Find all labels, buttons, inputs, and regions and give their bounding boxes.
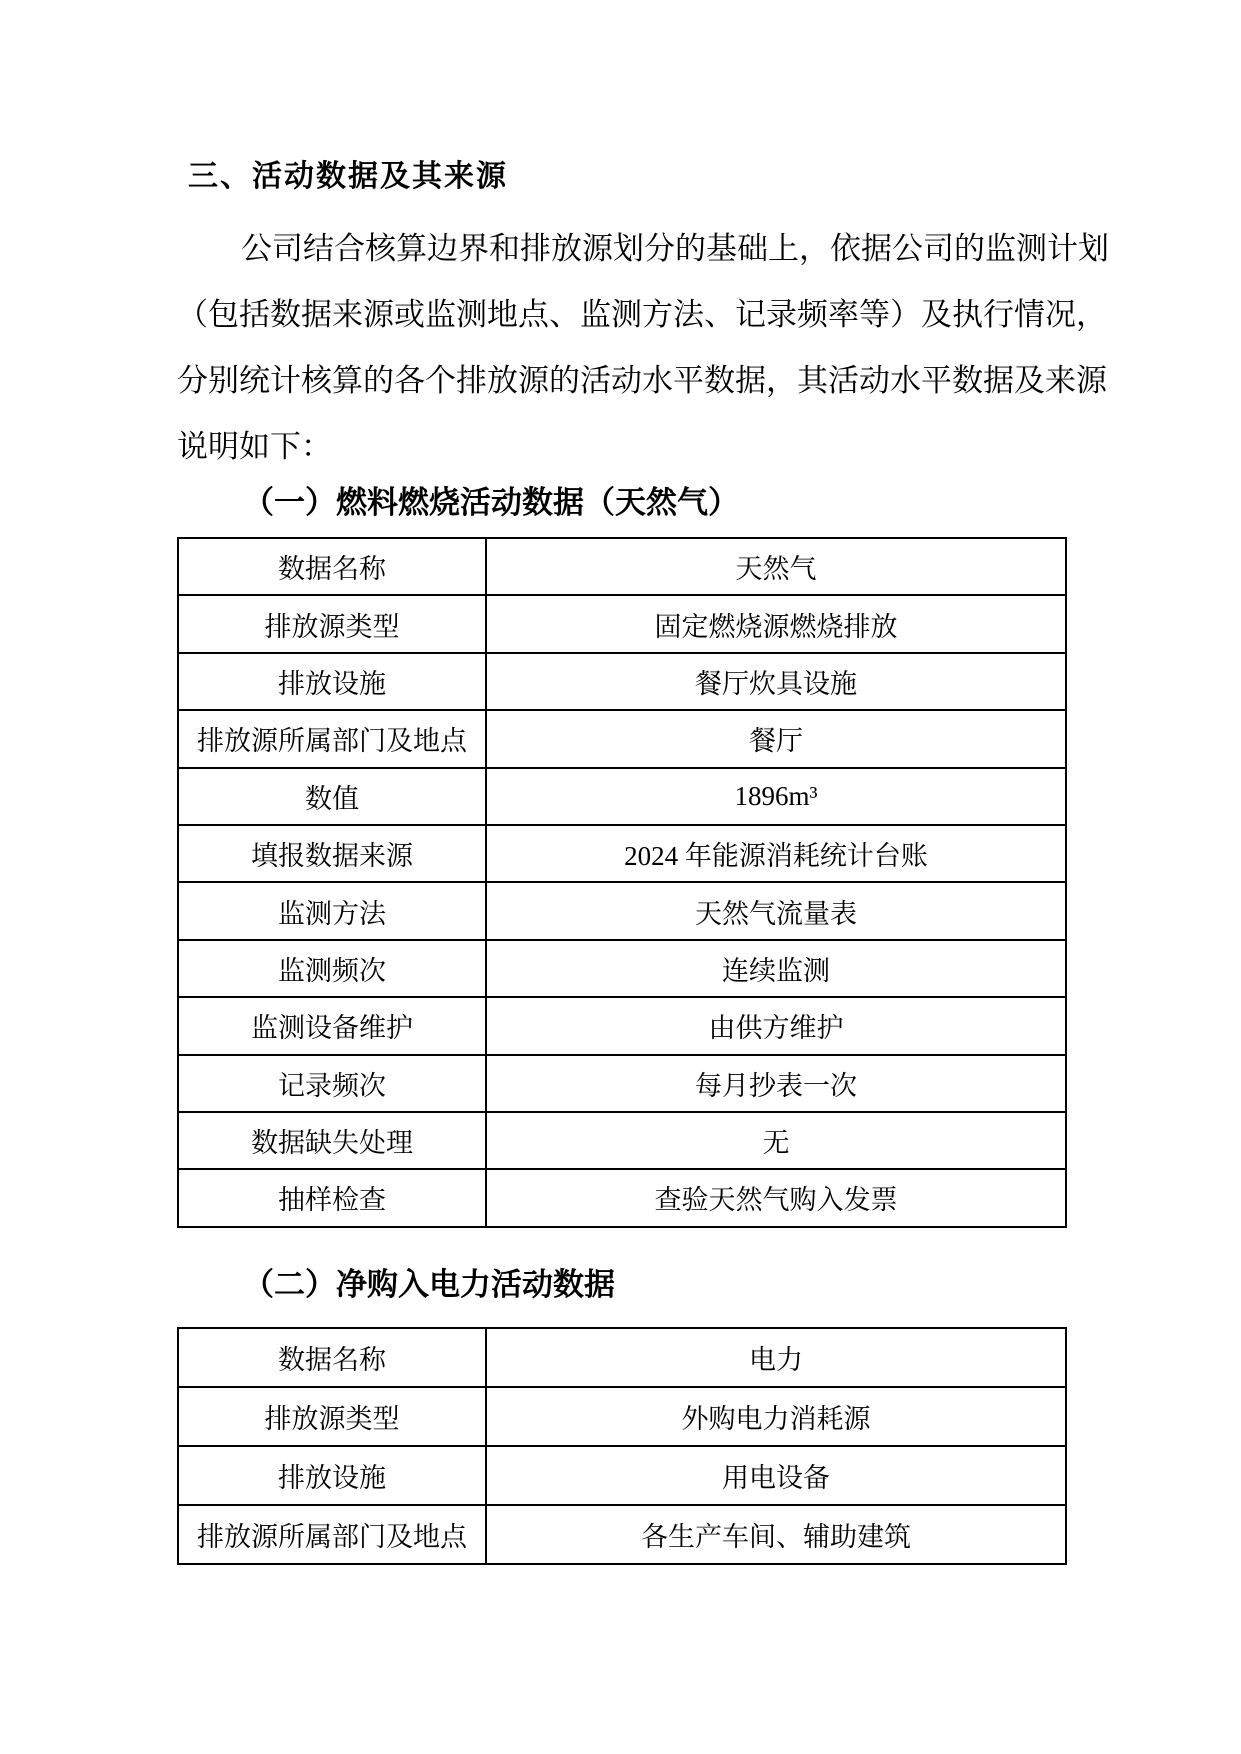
paragraph-line: （包括数据来源或监测地点、监测方法、记录频率等）及执行情况， bbox=[177, 297, 1107, 332]
intro-paragraph bbox=[177, 216, 1109, 480]
row-value-cell: 各生产车间、辅助建筑 bbox=[486, 1505, 1066, 1564]
table-row bbox=[178, 997, 1066, 1054]
row-label-cell: 监测方法 bbox=[178, 882, 486, 939]
row-label-cell: 排放源类型 bbox=[178, 1387, 486, 1446]
subsection-1-heading: （一）燃料燃烧活动数据（天然气） bbox=[243, 485, 739, 520]
section-heading: 三、活动数据及其来源 bbox=[188, 160, 508, 193]
row-label-cell: 数据缺失处理 bbox=[178, 1112, 486, 1169]
row-value-cell: 固定燃烧源燃烧排放 bbox=[486, 595, 1066, 652]
row-label-cell: 数值 bbox=[178, 768, 486, 825]
row-value-cell: 电力 bbox=[486, 1328, 1066, 1387]
row-value-cell: 查验天然气购入发票 bbox=[486, 1169, 1066, 1226]
subsection-2-heading: （二）净购入电力活动数据 bbox=[243, 1267, 615, 1302]
row-value-cell: 用电设备 bbox=[486, 1446, 1066, 1505]
table-row bbox=[178, 1328, 1066, 1387]
paragraph-line: 公司结合核算边界和排放源划分的基础上，依据公司的监测计划 bbox=[241, 231, 1109, 266]
table-row bbox=[178, 882, 1066, 939]
natural-gas-activity-table bbox=[177, 537, 1067, 1228]
row-label-cell: 排放设施 bbox=[178, 1446, 486, 1505]
table-row bbox=[178, 1055, 1066, 1112]
row-label-cell: 记录频次 bbox=[178, 1055, 486, 1112]
table-row bbox=[178, 825, 1066, 882]
table-row bbox=[178, 1387, 1066, 1446]
row-value-cell: 天然气流量表 bbox=[486, 882, 1066, 939]
electricity-activity-table bbox=[177, 1327, 1067, 1565]
row-value-cell: 由供方维护 bbox=[486, 997, 1066, 1054]
table-row bbox=[178, 1169, 1066, 1226]
row-value-cell: 每月抄表一次 bbox=[486, 1055, 1066, 1112]
table-row bbox=[178, 653, 1066, 710]
row-value-cell: 外购电力消耗源 bbox=[486, 1387, 1066, 1446]
row-label-cell: 排放源所属部门及地点 bbox=[178, 710, 486, 767]
row-value-cell: 2024 年能源消耗统计台账 bbox=[486, 825, 1066, 882]
table-row bbox=[178, 538, 1066, 595]
paragraph-line: 说明如下： bbox=[177, 429, 332, 464]
row-label-cell: 排放源所属部门及地点 bbox=[178, 1505, 486, 1564]
row-value-cell: 天然气 bbox=[486, 538, 1066, 595]
row-label-cell: 监测设备维护 bbox=[178, 997, 486, 1054]
row-value-cell: 1896m³ bbox=[486, 768, 1066, 825]
row-label-cell: 数据名称 bbox=[178, 1328, 486, 1387]
table-row bbox=[178, 768, 1066, 825]
row-value-cell: 餐厅炊具设施 bbox=[486, 653, 1066, 710]
table-row bbox=[178, 940, 1066, 997]
row-label-cell: 监测频次 bbox=[178, 940, 486, 997]
row-label-cell: 填报数据来源 bbox=[178, 825, 486, 882]
row-label-cell: 排放源类型 bbox=[178, 595, 486, 652]
row-value-cell: 餐厅 bbox=[486, 710, 1066, 767]
row-value-cell: 连续监测 bbox=[486, 940, 1066, 997]
table-row bbox=[178, 1446, 1066, 1505]
row-label-cell: 数据名称 bbox=[178, 538, 486, 595]
table-row bbox=[178, 1505, 1066, 1564]
table-row bbox=[178, 710, 1066, 767]
row-label-cell: 抽样检查 bbox=[178, 1169, 486, 1226]
table-row bbox=[178, 1112, 1066, 1169]
table-row bbox=[178, 595, 1066, 652]
row-value-cell: 无 bbox=[486, 1112, 1066, 1169]
paragraph-line: 分别统计核算的各个排放源的活动水平数据，其活动水平数据及来源 bbox=[177, 363, 1107, 398]
row-label-cell: 排放设施 bbox=[178, 653, 486, 710]
